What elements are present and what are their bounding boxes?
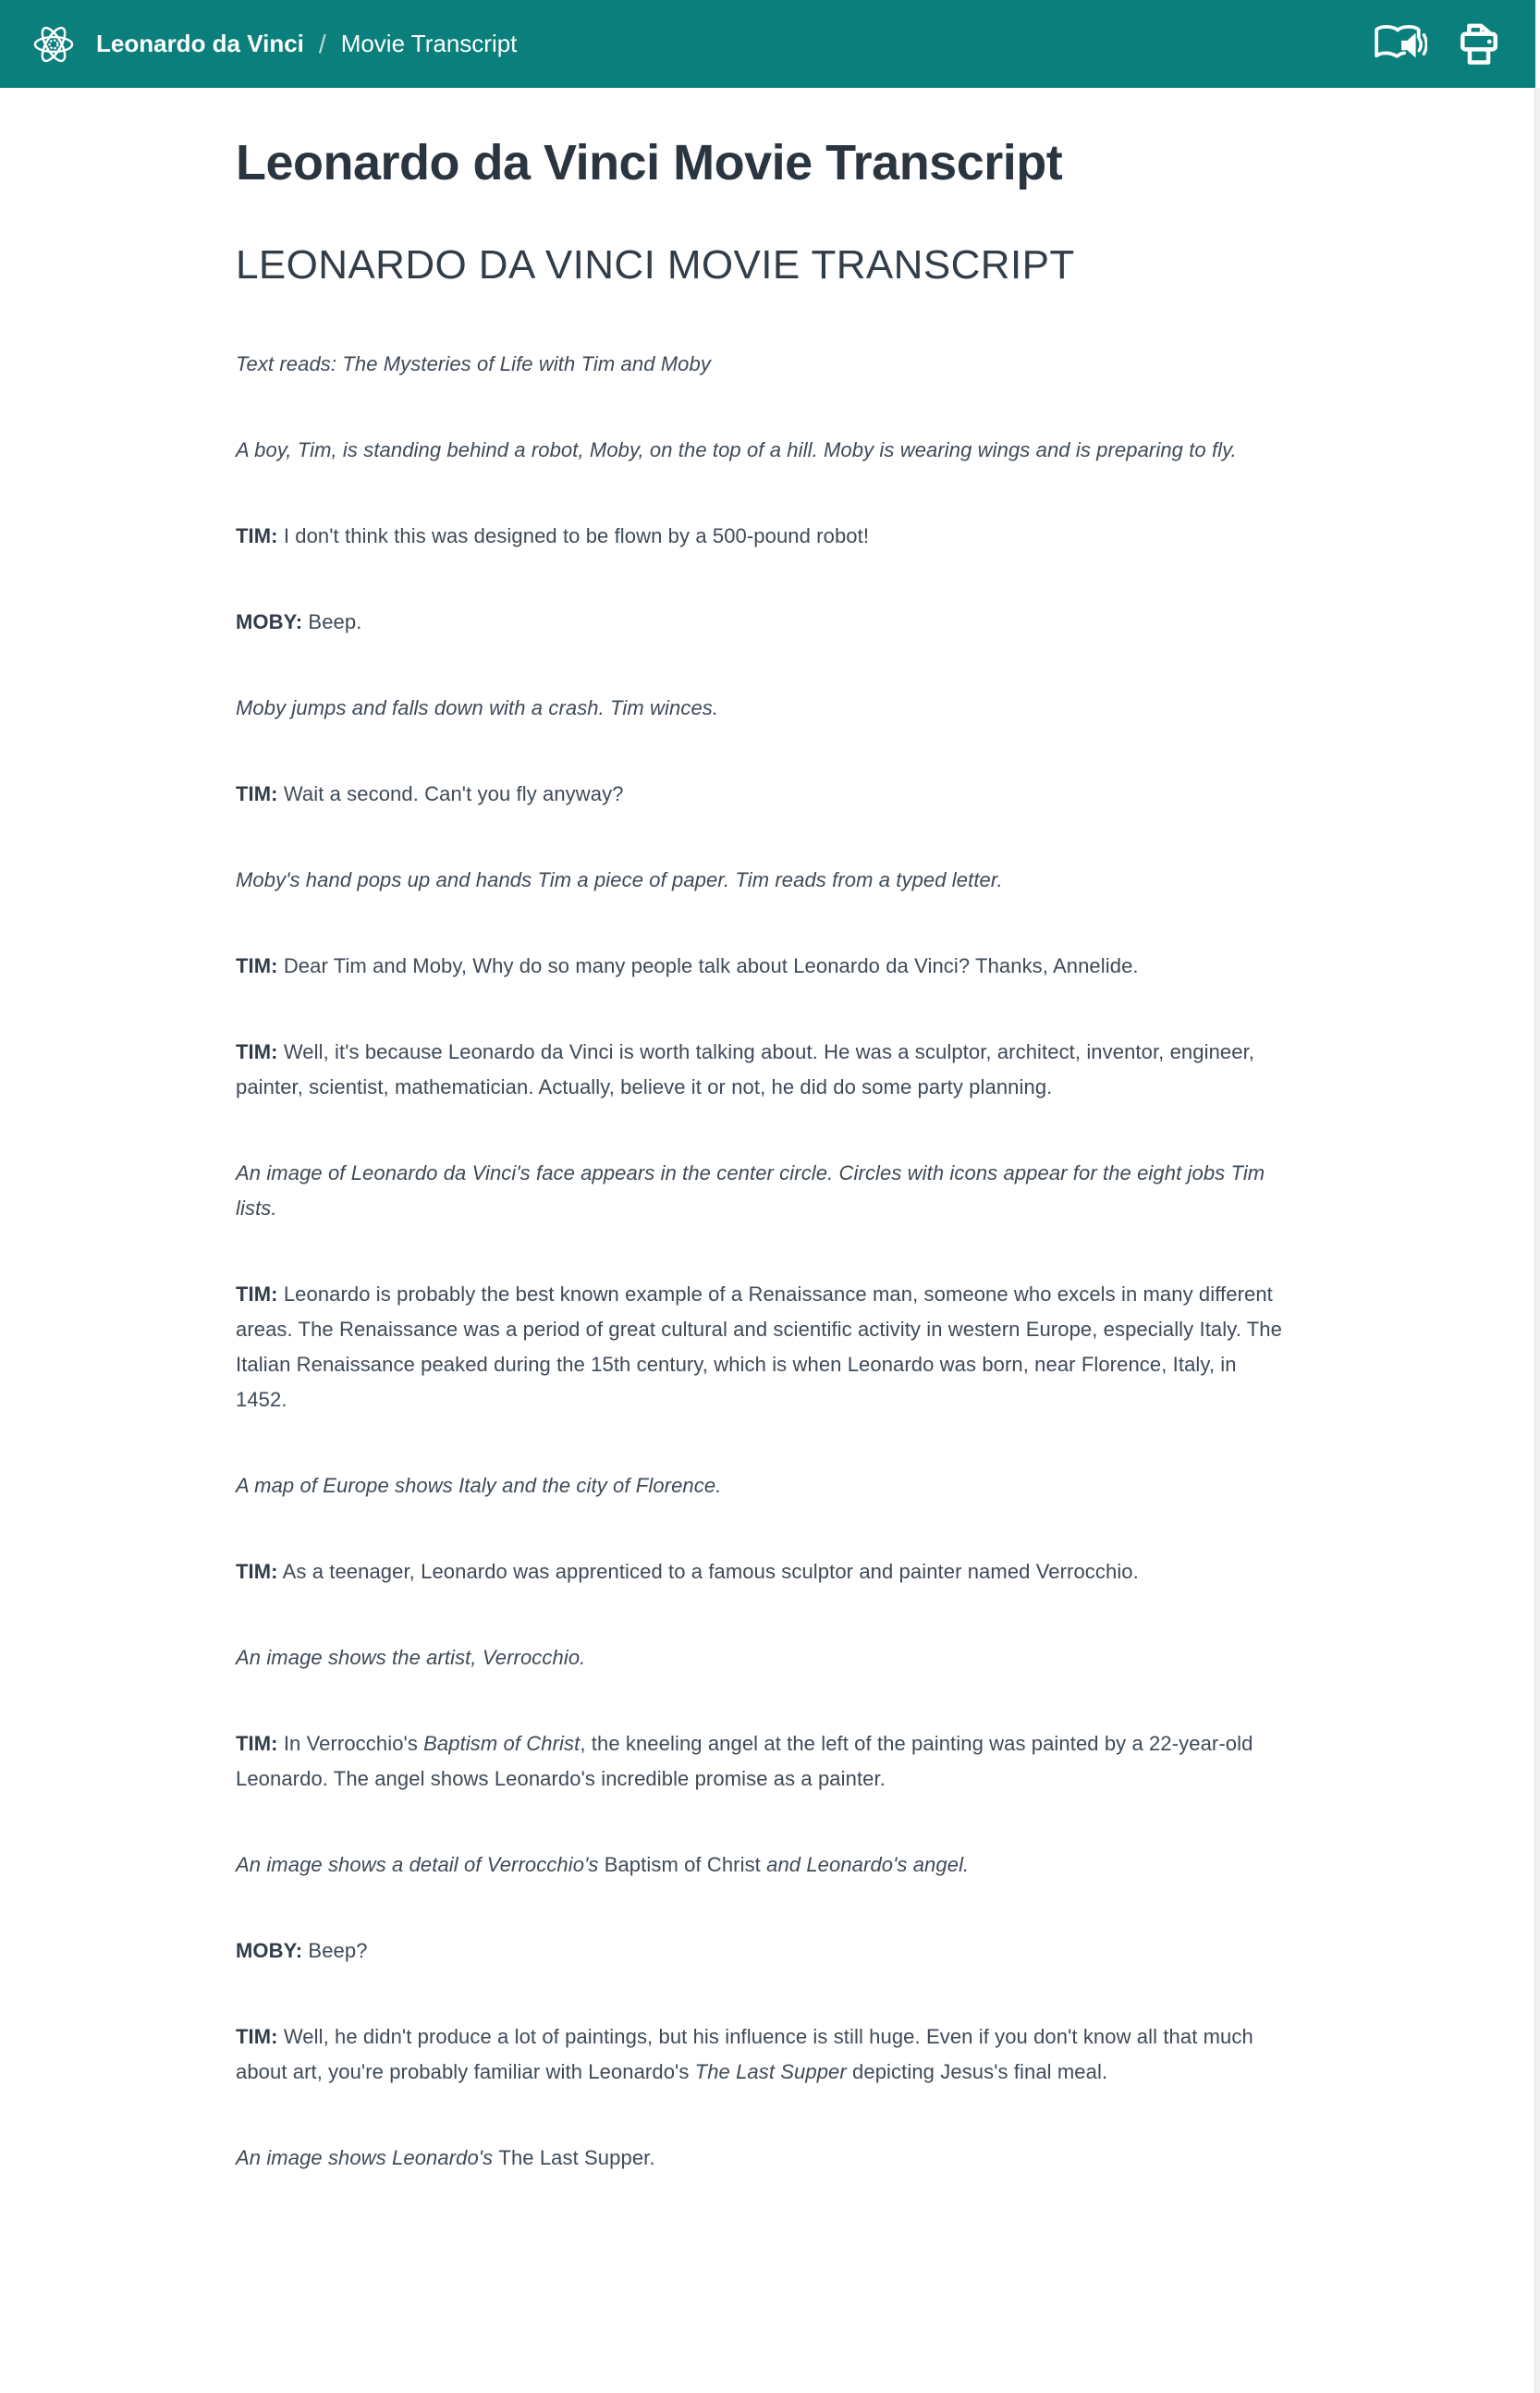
page-title: Leonardo da Vinci Movie Transcript [236, 135, 1063, 190]
stage-direction-paragraph [236, 691, 1288, 726]
text-segment: As a teenager, Leonardo was apprenticed to a famous sculptor and painter named Verrocchio. [277, 1560, 1139, 1584]
app-header [0, 0, 1540, 88]
text-segment: An image of Leonardo da Vinci's face appears in the center circle. Circles with icons appear for the eight jobs Tim lists. [236, 1161, 1265, 1221]
stage-direction-paragraph [236, 347, 1288, 382]
read-aloud-icon [1372, 21, 1427, 67]
print-button[interactable] [1455, 20, 1503, 68]
speaker-label: TIM: [236, 954, 278, 978]
dialogue-paragraph [236, 1726, 1288, 1797]
text-segment: Leonardo is probably the best known example of a Renaissance man, someone who excels in many different areas. The Renaissance was a period of great cultural and scientific activity in western Europe, especially Italy. The Italian Renaissance peaked during the 15th century, which is when Leonardo was born, near Florence, Italy, in 1452. [236, 1282, 1282, 1412]
breadcrumb-topic-link[interactable]: Leonardo da Vinci [96, 30, 304, 57]
header-actions [1372, 20, 1516, 68]
text-segment: Wait a second. Can't you fly anyway? [277, 782, 624, 806]
text-segment: Beep. [302, 610, 362, 634]
dialogue-paragraph [236, 519, 1288, 554]
dialogue-paragraph [236, 1554, 1288, 1589]
text-segment: An image shows Leonardo's [236, 2146, 499, 2170]
speaker-label: TIM: [236, 1560, 278, 1584]
text-segment: The Last Supper. [498, 2146, 655, 2170]
text-segment: A boy, Tim, is standing behind a robot, Moby, on the top of a hill. Moby is wearing wings and is preparing to fly. [236, 438, 1237, 462]
scrollbar-track[interactable] [1534, 88, 1540, 2393]
speaker-label: TIM: [236, 1732, 278, 1756]
text-segment: , the kneeling angel at the left of the painting was painted by a 22-year-old Leonardo. The angel shows Leonardo's incredible promise as a painter. [236, 1732, 1253, 1791]
transcript-heading: LEONARDO DA VINCI MOVIE TRANSCRIPT [236, 242, 1075, 288]
stage-direction-paragraph [236, 2141, 1288, 2176]
transcript-document [236, 88, 1288, 2176]
stage-direction-paragraph [236, 1847, 1288, 1883]
transcript [236, 347, 1288, 2176]
dialogue-paragraph [236, 1035, 1288, 1105]
atom-icon [31, 24, 76, 65]
speaker-label: TIM: [236, 1040, 278, 1064]
dialogue-paragraph [236, 605, 1288, 640]
stage-direction-paragraph [236, 863, 1288, 898]
text-segment: Baptism of Christ [604, 1853, 761, 1877]
text-segment: A map of Europe shows Italy and the city of Florence. [236, 1474, 722, 1498]
text-segment: The Last Supper [694, 2060, 847, 2084]
dialogue-paragraph [236, 777, 1288, 812]
text-segment: Moby's hand pops up and hands Tim a piece of paper. Tim reads from a typed letter. [236, 868, 1003, 892]
stage-direction-paragraph [236, 1156, 1288, 1226]
scrollbar-gutter-top [1535, 0, 1540, 88]
stage-direction-paragraph [236, 1640, 1288, 1675]
text-segment: and Leonardo's angel. [760, 1853, 970, 1877]
breadcrumb [96, 30, 1372, 59]
text-segment: An image shows the artist, Verrocchio. [236, 1646, 586, 1670]
speaker-label: TIM: [236, 2025, 278, 2049]
dialogue-paragraph [236, 1277, 1288, 1417]
print-icon [1455, 20, 1503, 68]
text-segment: An image shows a detail of Verrocchio's [236, 1853, 605, 1877]
text-segment: Well, he didn't produce a lot of paintings, but his influence is still huge. Even if you don't know all that much about art, you're probably familiar with Leonardo's [236, 2025, 1253, 2084]
breadcrumb-separator: / [318, 29, 326, 58]
stage-direction-paragraph [236, 433, 1288, 468]
atom-logo-button[interactable] [31, 24, 76, 65]
text-segment: Dear Tim and Moby, Why do so many people talk about Leonardo da Vinci? Thanks, Annelide. [277, 954, 1139, 978]
text-segment: Well, it's because Leonardo da Vinci is worth talking about. He was a sculptor, architect, inventor, engineer, painter, scientist, mathematician. Actually, believe it or not, he did do some party planning. [236, 1040, 1255, 1099]
dialogue-paragraph [236, 2019, 1288, 2090]
speaker-label: MOBY: [236, 1939, 303, 1963]
text-segment: Moby jumps and falls down with a crash. Tim winces. [236, 696, 719, 720]
speaker-label: TIM: [236, 524, 278, 548]
read-aloud-button[interactable] [1372, 21, 1427, 67]
text-segment: I don't think this was designed to be flown by a 500-pound robot! [277, 524, 870, 548]
dialogue-paragraph [236, 1933, 1288, 1969]
breadcrumb-page-label: Movie Transcript [340, 30, 518, 57]
text-segment: depicting Jesus's final meal. [846, 2060, 1108, 2084]
text-segment: Text reads: The Mysteries of Life with Tim and Moby [236, 352, 711, 376]
speaker-label: TIM: [236, 782, 278, 806]
text-segment: Baptism of Christ [423, 1732, 581, 1756]
speaker-label: MOBY: [236, 610, 303, 634]
stage-direction-paragraph [236, 1468, 1288, 1503]
dialogue-paragraph [236, 949, 1288, 984]
text-segment: Beep? [302, 1939, 368, 1963]
speaker-label: TIM: [236, 1282, 278, 1307]
text-segment: In Verrocchio's [277, 1732, 424, 1756]
